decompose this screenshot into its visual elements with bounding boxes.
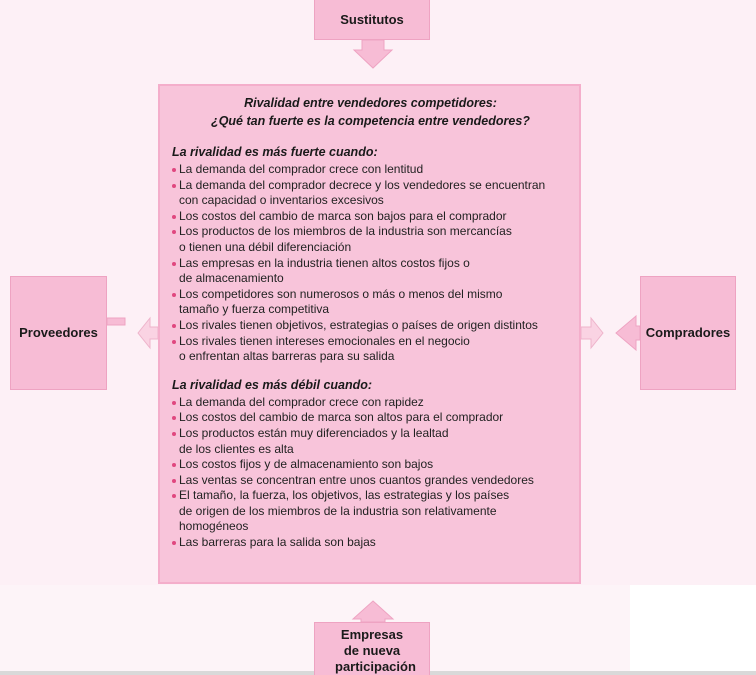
rivalry-title xyxy=(172,94,569,130)
list-item: Los rivales tienen intereses emocionales en el negocio o enfrentan altas barreras para su salida xyxy=(172,334,569,365)
weaker-list xyxy=(172,395,569,551)
force-box-proveedores xyxy=(10,276,107,390)
arrow-left-from-center xyxy=(138,318,158,348)
stronger-heading: La rivalidad es más fuerte cuando: xyxy=(172,145,378,159)
list-item: Los productos están muy diferenciados y la lealtad de los clientes es alta xyxy=(172,426,569,457)
list-item: Los costos fijos y de almacenamiento son bajos xyxy=(172,457,569,473)
rivalry-box xyxy=(158,84,581,584)
arrow-left-from-compradores xyxy=(616,316,640,350)
list-item: El tamaño, la fuerza, los objetivos, las estrategias y los países de origen de los miembros de la industria son relativamente homogéneos xyxy=(172,488,569,535)
arrow-right-from-center xyxy=(581,318,603,348)
list-item: Los costos del cambio de marca son altos para el comprador xyxy=(172,410,569,426)
list-item: Las empresas en la industria tienen altos costos fijos o de almacenamiento xyxy=(172,256,569,287)
arrow-left-to-proveedores xyxy=(107,318,125,325)
list-item: Los productos de los miembros de la industria son mercancías o tienen una débil diferenciación xyxy=(172,224,569,255)
force-label-sustitutos: Sustitutos xyxy=(340,11,404,27)
list-item: La demanda del comprador decrece y los vendedores se encuentran con capacidad o inventarios excesivos xyxy=(172,178,569,209)
list-item: Los rivales tienen objetivos, estrategias o países de origen distintos xyxy=(172,318,569,334)
list-item: Los costos del cambio de marca son bajos para el comprador xyxy=(172,209,569,225)
weaker-heading: La rivalidad es más débil cuando: xyxy=(172,377,373,392)
arrow-down-from-sustitutos xyxy=(354,40,392,68)
force-box-sustitutos xyxy=(314,0,430,40)
stronger-list xyxy=(172,162,569,365)
list-item: Las barreras para la salida son bajas xyxy=(172,535,569,551)
list-item: Las ventas se concentran entre unos cuantos grandes vendedores xyxy=(172,473,569,489)
list-item: Los competidores son numerosos o más o menos del mismo tamaño y fuerza competitiva xyxy=(172,287,569,318)
force-label-compradores: Compradores xyxy=(645,325,731,340)
list-item: La demanda del comprador crece con rapidez xyxy=(172,395,569,411)
force-label-nuevos-participantes: Empresas de nueva participación xyxy=(335,627,416,674)
rivalry-title-line2: ¿Qué tan fuerte es la competencia entre vendedores? xyxy=(211,114,530,128)
list-item: La demanda del comprador crece con lentitud xyxy=(172,162,569,178)
force-label-proveedores: Proveedores xyxy=(19,325,98,340)
force-box-compradores xyxy=(640,276,736,390)
arrow-up-from-new-entrants xyxy=(353,601,393,622)
force-box-nuevos-participantes xyxy=(314,622,430,675)
rivalry-title-line1: Rivalidad entre vendedores competidores: xyxy=(244,96,497,110)
